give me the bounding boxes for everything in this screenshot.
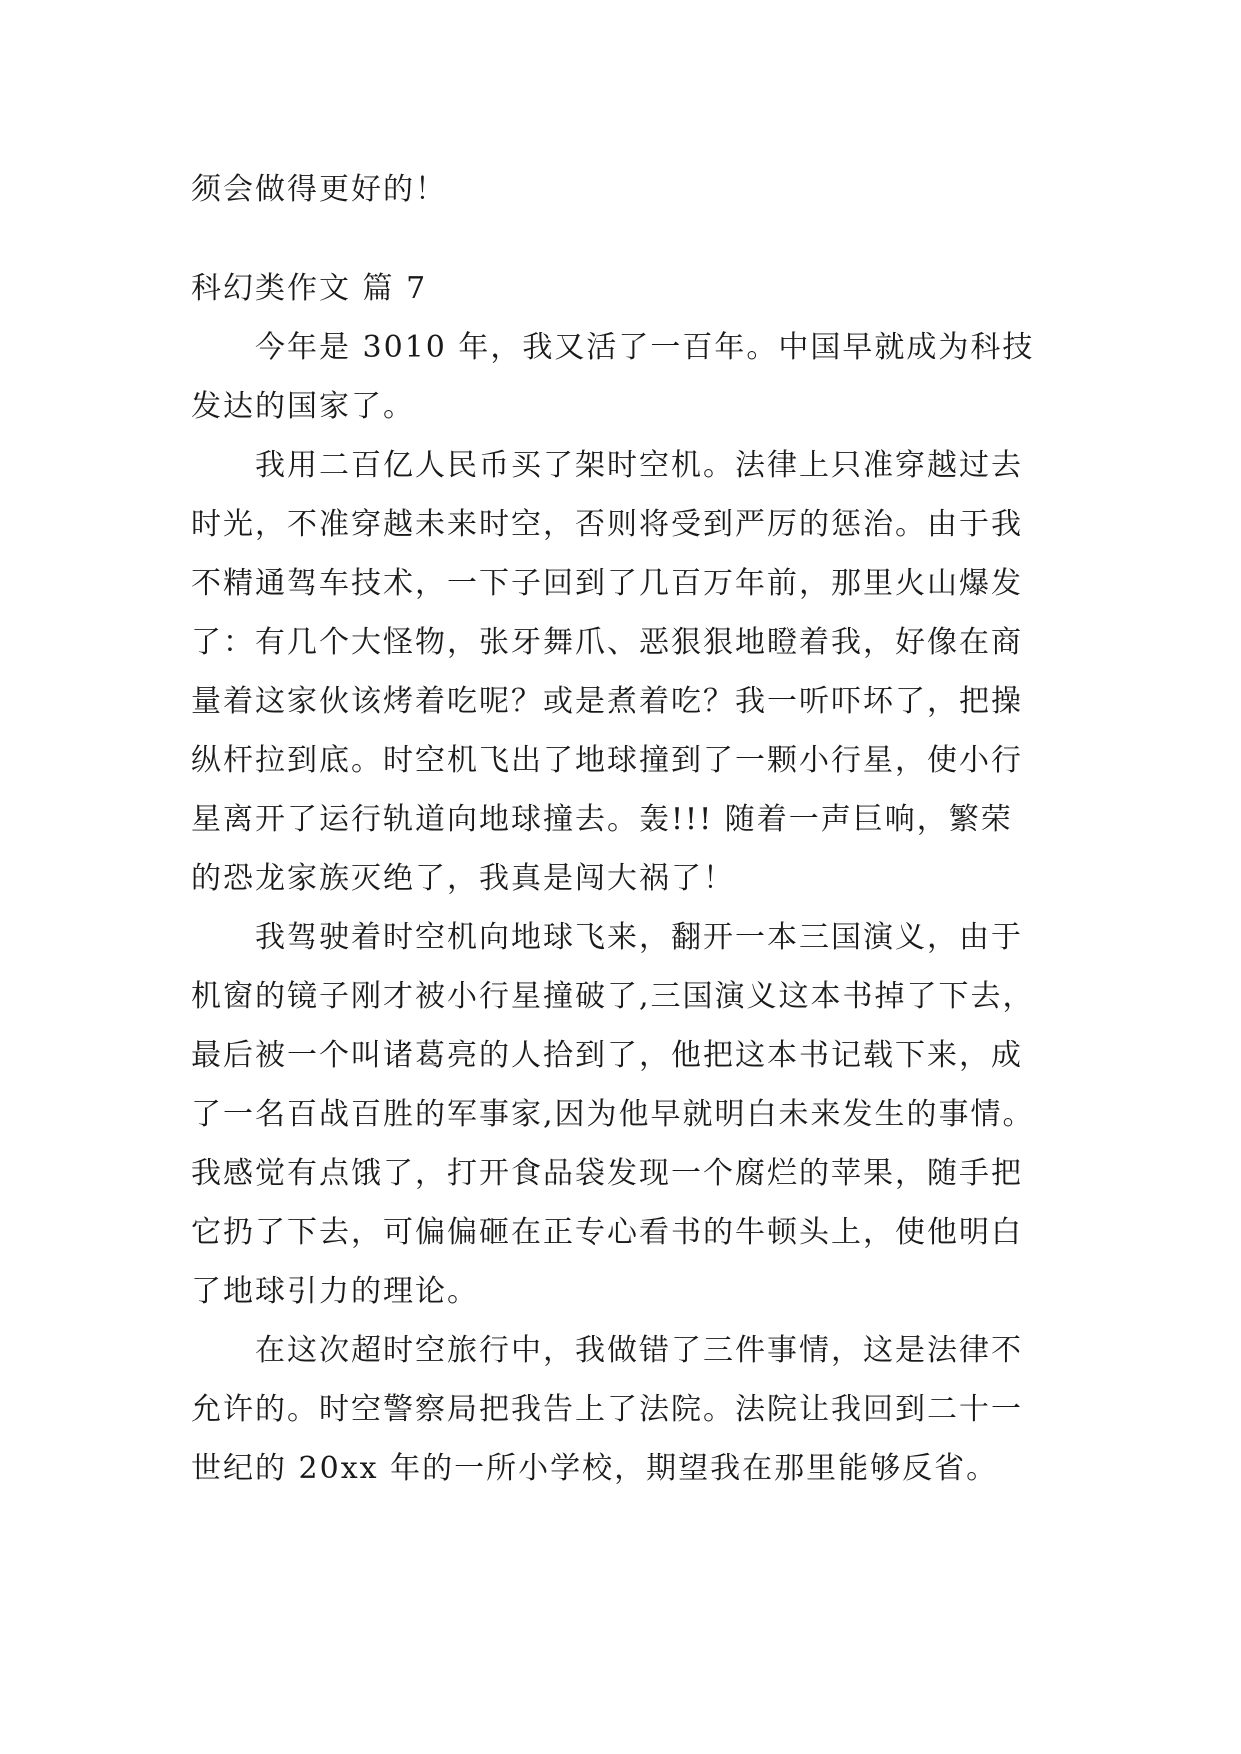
- paragraph-line: 机窗的镜子刚才被小行星撞破了,三国演义这本书掉了下去，: [191, 979, 1035, 1014]
- paragraph-2: [191, 436, 1051, 908]
- section-title: 科幻类作文 篇 7: [191, 271, 428, 306]
- paragraph-line: 世纪的 20xx 年的一所小学校，期望我在那里能够反省。: [191, 1451, 999, 1486]
- paragraph-line: 纵杆拉到底。时空机飞出了地球撞到了一颗小行星，使小行: [191, 743, 1023, 778]
- paragraph-1: [191, 318, 1051, 436]
- paragraph-line: 星离开了运行轨道向地球撞去。轰!!! 随着一声巨响，繁荣: [191, 802, 1013, 837]
- paragraph-line: 发达的国家了。: [191, 389, 415, 424]
- paragraph-line: 的恐龙家族灭绝了，我真是闯大祸了！: [191, 861, 735, 896]
- paragraph-line: 我驾驶着时空机向地球飞来，翻开一本三国演义，由于: [255, 920, 1023, 955]
- paragraph-line: 在这次超时空旅行中，我做错了三件事情，这是法律不: [255, 1333, 1023, 1368]
- document-body: [191, 160, 1051, 1498]
- paragraph-line: 量着这家伙该烤着吃呢？或是煮着吃？我一听吓坏了，把操: [191, 684, 1023, 719]
- paragraph-line: 今年是 3010 年，我又活了一百年。中国早就成为科技: [255, 330, 1035, 365]
- paragraph-3: [191, 908, 1051, 1321]
- paragraph-line: 它扔了下去，可偏偏砸在正专心看书的牛顿头上，使他明白: [191, 1215, 1023, 1250]
- continuation-line: 须会做得更好的！: [191, 172, 447, 207]
- paragraph-line: 我感觉有点饿了，打开食品袋发现一个腐烂的苹果，随手把: [191, 1156, 1023, 1191]
- paragraph-line: 我用二百亿人民币买了架时空机。法律上只准穿越过去: [255, 448, 1023, 483]
- paragraph-line: 时光，不准穿越未来时空，否则将受到严厉的惩治。由于我: [191, 507, 1023, 542]
- paragraph-line: 不精通驾车技术，一下子回到了几百万年前，那里火山爆发: [191, 566, 1023, 601]
- paragraph-line: 了一名百战百胜的军事家,因为他早就明白未来发生的事情。: [191, 1097, 1035, 1132]
- paragraph-line: 允许的。时空警察局把我告上了法院。法院让我回到二十一: [191, 1392, 1023, 1427]
- paragraph-line: 了地球引力的理论。: [191, 1274, 479, 1309]
- paragraph-line: 最后被一个叫诸葛亮的人拾到了，他把这本书记载下来，成: [191, 1038, 1023, 1073]
- paragraph-line: 了：有几个大怪物，张牙舞爪、恶狠狠地瞪着我，好像在商: [191, 625, 1023, 660]
- paragraph-4: [191, 1321, 1051, 1498]
